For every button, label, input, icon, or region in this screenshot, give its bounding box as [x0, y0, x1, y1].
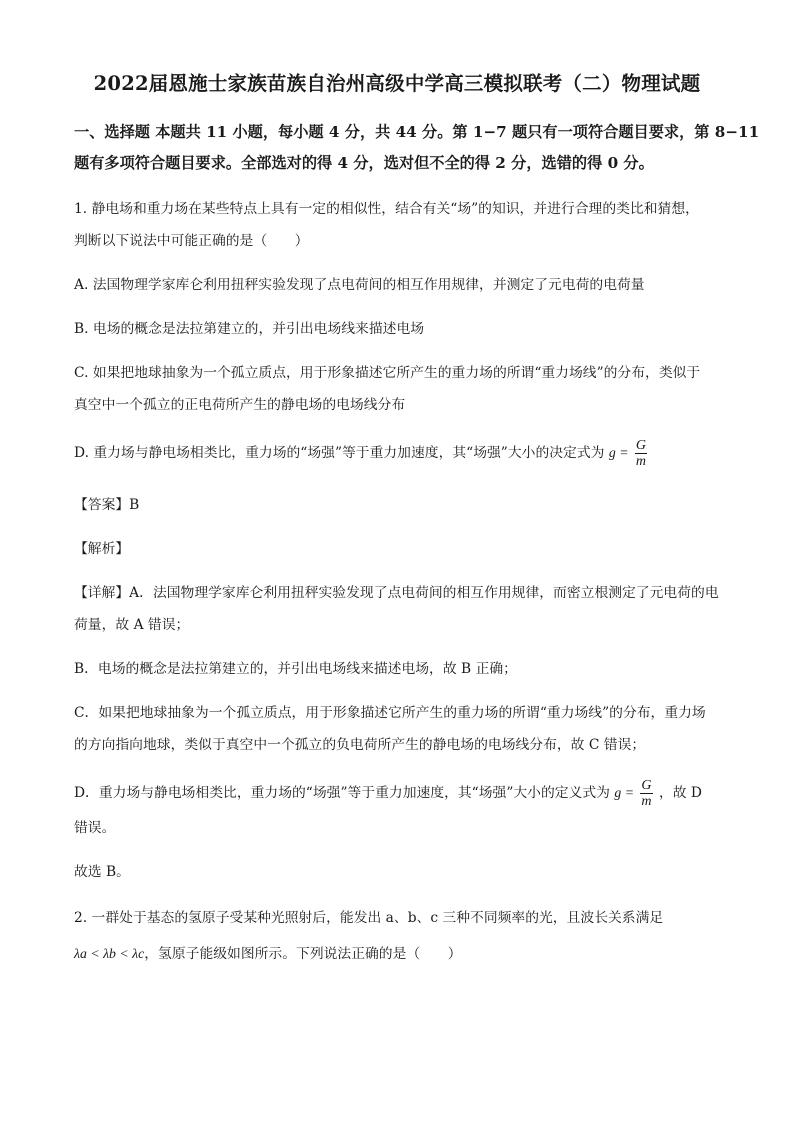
q1-detail-d: [74, 774, 702, 812]
q1-detail-a-line-2: 荷量，故 A 错误；: [74, 617, 190, 633]
q1-analysis-label: 【解析】: [74, 541, 130, 557]
detail-formula-numerator: G: [641, 778, 652, 793]
q1-option-c-line-1: C. 如果把地球抽象为一个孤立质点，用于形象描述它所产生的重力场的所谓“重力场线”的分布，类似于: [74, 365, 701, 381]
section-header-line-2: 题有多项符合题目要求。全部选对的得 4 分，选对但不全的得 2 分，选错的得 0 分。: [74, 154, 654, 172]
q1-option-b: B. 电场的概念是法拉第建立的，并引出电场线来描述电场: [74, 321, 425, 337]
page-title: 2022届恩施士家族苗族自治州高级中学高三模拟联考（二）物理试题: [93, 72, 701, 95]
formula-lhs: g =: [608, 445, 629, 460]
q1-detail-c-line-1: C．如果把地球抽象为一个孤立质点，用于形象描述它所产生的重力场的所谓“重力场线”的分布，重力场: [74, 705, 706, 721]
q1-conclusion: 故选 B。: [74, 864, 130, 880]
detail-formula-fraction: [640, 778, 652, 809]
q1-detail-c-line-2: 的方向指向地球，类似于真空中一个孤立的负电荷所产生的静电场的电场线分布，故 C 错误；: [74, 737, 646, 753]
q1-detail-d-tail: ，故 D: [658, 785, 702, 801]
q1-detail-b: B．电场的概念是法拉第建立的，并引出电场线来描述电场，故 B 正确；: [74, 661, 517, 677]
q1-option-d-text: D. 重力场与静电场相类比，重力场的“场强”等于重力加速度，其“场强”大小的决定式为: [74, 445, 605, 461]
detail-formula-denominator: m: [641, 794, 652, 809]
q1-stem-line-2: 判断以下说法中可能正确的是（ ）: [74, 233, 309, 249]
formula-fraction: [635, 438, 647, 469]
q2-stem-line-2-tail: ，氢原子能级如图所示。下列说法正确的是（ ）: [144, 946, 462, 962]
section-header-line-1: 一、选择题 本题共 11 小题，每小题 4 分，共 44 分。第 1−7 题只有一项符合题目要求，第 8−11: [74, 123, 760, 141]
q1-option-d: [74, 434, 649, 472]
q1-detail-a-line-1: 【详解】A．法国物理学家库仑利用扭秤实验发现了点电荷间的相互作用规律，而密立根测定了元电荷的电: [74, 585, 719, 601]
q1-detail-d-line-2: 错误。: [74, 820, 116, 836]
formula-denominator: m: [635, 454, 647, 469]
detail-formula-lhs: g =: [614, 785, 635, 800]
q1-detail-d-text: D．重力场与静电场相类比，重力场的“场强”等于重力加速度，其“场强”大小的定义式为: [74, 785, 610, 801]
wavelength-relation: λa < λb < λc: [74, 946, 145, 961]
q2-stem-line-1: 2. 一群处于基态的氢原子受某种光照射后，能发出 a、b、c 三种不同频率的光，且波长关系满足: [74, 910, 664, 926]
q2-stem-line-2: [74, 944, 462, 964]
q1-option-c-line-2: 真空中一个孤立的正电荷所产生的静电场的电场线分布: [74, 397, 406, 413]
q1-stem-line-1: 1. 静电场和重力场在某些特点上具有一定的相似性，结合有关“场”的知识，并进行合理的类比和猜想，: [74, 201, 699, 217]
q1-option-a: A. 法国物理学家库仑利用扭秤实验发现了点电荷间的相互作用规律，并测定了元电荷的电荷量: [74, 277, 645, 293]
q1-answer: 【答案】B: [74, 497, 140, 513]
formula-numerator: G: [635, 438, 647, 453]
